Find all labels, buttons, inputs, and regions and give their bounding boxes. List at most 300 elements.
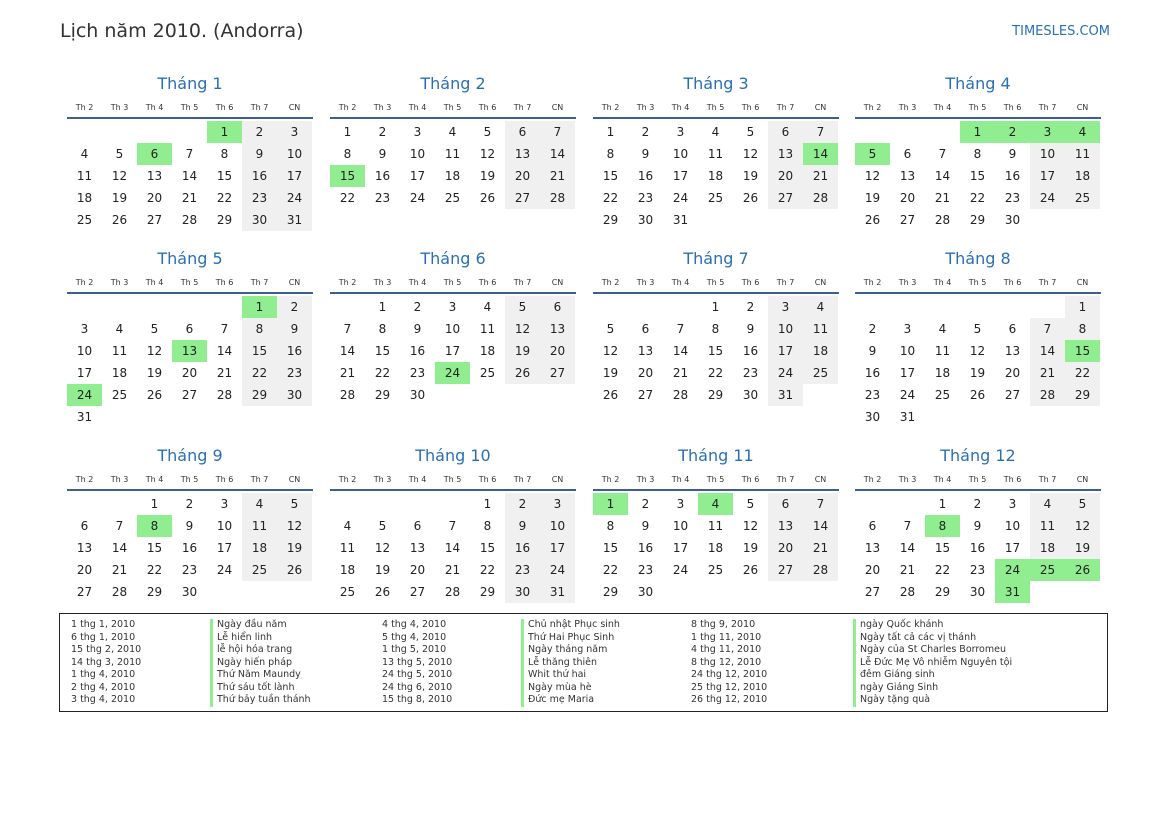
day-cell: 26 — [277, 559, 312, 581]
weekday-header — [67, 277, 313, 289]
legend-date: 1 thg 5, 2010 — [382, 644, 447, 655]
day-cell: 29 — [242, 384, 277, 406]
weekday-label: Th 4 — [145, 278, 164, 287]
week-row — [67, 165, 313, 187]
day-cell: 8 — [973, 147, 982, 161]
weekday-label: CN — [551, 103, 564, 112]
month-8 — [855, 249, 1101, 428]
day-cell: 11 — [934, 344, 951, 358]
weekday-label: Th 6 — [1003, 103, 1022, 112]
empty-cell — [1065, 209, 1100, 231]
weekday-label: Th 7 — [513, 278, 532, 287]
day-cell: 17 — [277, 165, 312, 187]
day-cell: 7 — [220, 322, 229, 336]
weekday-label: Th 2 — [601, 475, 620, 484]
legend-date: 8 thg 12, 2010 — [691, 656, 762, 668]
header-rule — [67, 489, 313, 491]
header-rule — [593, 292, 839, 294]
legend-holiday-name: Ngày mùa hè — [521, 682, 620, 695]
legend-names-col-3 — [853, 619, 1012, 707]
weekday-label: Th 5 — [968, 278, 987, 287]
day-cell: 18 — [444, 169, 461, 183]
day-cell: 28 — [181, 213, 198, 227]
day-cell: 2 — [413, 300, 422, 314]
week-row — [855, 406, 1101, 428]
weekday-label: Th 6 — [215, 103, 234, 112]
month-title: Tháng 11 — [678, 446, 754, 465]
day-cell: 27 — [181, 388, 198, 402]
day-cell: 25 — [479, 366, 496, 380]
day-cell: 25 — [707, 191, 724, 205]
week-row — [855, 143, 1101, 165]
month-title: Tháng 9 — [157, 446, 223, 465]
day-cell: 15 — [374, 344, 391, 358]
day-cell: 14 — [899, 541, 916, 555]
day-cell: 10 — [277, 143, 312, 165]
day-cell: 7 — [676, 322, 685, 336]
weekday-label: Th 5 — [443, 103, 462, 112]
day-cell: 8 — [343, 147, 352, 161]
month-11 — [593, 446, 839, 603]
day-cell: 7 — [540, 121, 575, 143]
day-cell: 17 — [444, 344, 461, 358]
day-cell: 16 — [409, 344, 426, 358]
day-cell: 26 — [969, 388, 986, 402]
day-cell: 6 — [137, 143, 172, 165]
empty-cell — [102, 493, 137, 515]
week-row — [593, 515, 839, 537]
legend-holiday-name: Thứ Hai Phục Sinh — [521, 632, 620, 645]
day-cell: 28 — [111, 585, 128, 599]
header-rule — [855, 489, 1101, 491]
day-cell: 24 — [409, 191, 426, 205]
day-cell: 9 — [641, 147, 650, 161]
week-row — [67, 318, 313, 340]
week-row — [330, 318, 576, 340]
day-cell: 1 — [606, 125, 615, 139]
weekday-header — [67, 474, 313, 486]
day-cell: 24 — [277, 187, 312, 209]
weekday-label: Th 2 — [75, 278, 94, 287]
day-cell: 23 — [969, 563, 986, 577]
day-cell: 13 — [768, 515, 803, 537]
empty-cell — [890, 296, 925, 318]
day-cell: 5 — [746, 125, 755, 139]
month-6 — [330, 249, 576, 406]
day-cell: 27 — [540, 362, 575, 384]
weekday-header — [855, 277, 1101, 289]
day-cell: 3 — [413, 125, 422, 139]
day-cell: 3 — [903, 322, 912, 336]
day-cell: 1 — [242, 296, 277, 318]
day-cell: 30 — [1004, 213, 1021, 227]
day-cell: 15 — [479, 541, 496, 555]
legend-date: 15 thg 2, 2010 — [71, 644, 142, 655]
day-cell: 28 — [899, 585, 916, 599]
empty-cell — [470, 384, 505, 406]
day-cell: 21 — [339, 366, 356, 380]
day-cell: 21 — [444, 563, 461, 577]
day-cell: 5 — [115, 147, 124, 161]
day-cell: 17 — [540, 537, 575, 559]
day-cell: 2 — [641, 125, 650, 139]
day-cell: 1 — [1065, 296, 1100, 318]
empty-cell — [960, 406, 995, 428]
weekday-header — [330, 474, 576, 486]
empty-cell — [698, 581, 733, 603]
week-row — [593, 559, 839, 581]
empty-cell — [137, 296, 172, 318]
day-cell: 1 — [483, 497, 492, 511]
empty-cell — [277, 406, 312, 428]
day-cell: 9 — [505, 515, 540, 537]
empty-cell — [663, 581, 698, 603]
weekday-label: CN — [814, 475, 827, 484]
page-title: Lịch năm 2010. (Andorra) — [60, 20, 304, 42]
legend-holiday-name: Ngày đầu năm — [210, 619, 311, 632]
day-cell: 25 — [76, 213, 93, 227]
legend-date: 1 thg 11, 2010 — [691, 631, 762, 643]
day-cell: 21 — [803, 537, 838, 559]
legend-date: 4 thg 4, 2010 — [382, 619, 447, 630]
day-cell: 18 — [242, 537, 277, 559]
day-cell: 7 — [938, 147, 947, 161]
week-row — [330, 296, 576, 318]
legend-date: 13 thg 5, 2010 — [382, 656, 453, 668]
day-cell: 1 — [207, 121, 242, 143]
empty-cell — [768, 209, 803, 231]
empty-cell — [1030, 209, 1065, 231]
day-cell: 21 — [934, 191, 951, 205]
day-cell: 26 — [742, 563, 759, 577]
legend-date: 25 thg 12, 2010 — [691, 681, 768, 693]
day-cell: 26 — [479, 191, 496, 205]
header-rule — [67, 117, 313, 119]
day-cell: 22 — [339, 191, 356, 205]
weekday-label: Th 3 — [898, 278, 917, 287]
day-cell: 30 — [969, 585, 986, 599]
day-cell: 26 — [1065, 559, 1100, 581]
weekday-label: Th 3 — [110, 278, 129, 287]
day-cell: 19 — [146, 366, 163, 380]
legend-holiday-name: Whit thứ hai — [521, 669, 620, 682]
header-rule — [855, 117, 1101, 119]
legend-dates-col-2 — [382, 619, 452, 707]
empty-cell — [67, 121, 102, 143]
empty-cell — [435, 384, 470, 406]
day-cell: 17 — [1030, 165, 1065, 187]
empty-cell — [67, 296, 102, 318]
day-cell: 4 — [1030, 493, 1065, 515]
day-cell: 11 — [76, 169, 93, 183]
legend-holiday-name: Thứ Năm Maundy — [210, 669, 311, 682]
day-cell: 5 — [1065, 493, 1100, 515]
week-row — [67, 209, 313, 231]
weekday-header — [67, 102, 313, 114]
empty-cell — [102, 296, 137, 318]
day-cell: 7 — [185, 147, 194, 161]
day-cell: 16 — [505, 537, 540, 559]
day-cell: 28 — [444, 585, 461, 599]
day-cell: 6 — [413, 519, 422, 533]
day-cell: 11 — [1030, 515, 1065, 537]
day-cell: 6 — [505, 121, 540, 143]
day-cell: 9 — [242, 143, 277, 165]
day-cell: 16 — [277, 340, 312, 362]
day-cell: 26 — [111, 213, 128, 227]
day-cell: 4 — [242, 493, 277, 515]
day-cell: 7 — [115, 519, 124, 533]
day-cell: 6 — [868, 519, 877, 533]
day-cell: 18 — [707, 541, 724, 555]
empty-cell — [768, 581, 803, 603]
week-row — [855, 559, 1101, 581]
day-cell: 31 — [672, 213, 689, 227]
weekday-label: Th 7 — [513, 103, 532, 112]
week-row — [593, 340, 839, 362]
month-title: Tháng 7 — [683, 249, 749, 268]
day-cell: 30 — [181, 585, 198, 599]
weekday-header — [593, 474, 839, 486]
weekday-label: Th 7 — [1038, 475, 1057, 484]
day-cell: 24 — [67, 384, 102, 406]
day-cell: 14 — [339, 344, 356, 358]
week-row — [593, 362, 839, 384]
day-cell: 13 — [768, 143, 803, 165]
day-cell: 2 — [505, 493, 540, 515]
weekday-label: Th 6 — [741, 278, 760, 287]
day-cell: 27 — [76, 585, 93, 599]
day-cell: 25 — [1030, 559, 1065, 581]
week-row — [330, 143, 576, 165]
week-row — [67, 143, 313, 165]
month-title: Tháng 8 — [945, 249, 1011, 268]
day-cell: 25 — [444, 191, 461, 205]
weekday-label: Th 6 — [741, 475, 760, 484]
weekday-label: Th 5 — [180, 103, 199, 112]
empty-cell — [855, 121, 890, 143]
month-title: Tháng 4 — [945, 74, 1011, 93]
week-row — [593, 318, 839, 340]
day-cell: 11 — [242, 515, 277, 537]
legend-names-col-2 — [521, 619, 620, 707]
day-cell: 14 — [1030, 340, 1065, 362]
week-row — [67, 384, 313, 406]
week-row — [67, 493, 313, 515]
legend-holiday-name: lễ hội hóa trang — [210, 644, 311, 657]
weekday-header — [593, 102, 839, 114]
empty-cell — [172, 406, 207, 428]
week-row — [67, 406, 313, 428]
day-cell: 21 — [1030, 362, 1065, 384]
day-cell: 28 — [540, 187, 575, 209]
day-cell: 11 — [111, 344, 128, 358]
day-cell: 19 — [864, 191, 881, 205]
day-cell: 22 — [969, 191, 986, 205]
week-row — [330, 362, 576, 384]
week-row — [593, 143, 839, 165]
week-row — [593, 493, 839, 515]
day-cell: 10 — [672, 519, 689, 533]
day-cell: 21 — [899, 563, 916, 577]
day-cell: 9 — [378, 147, 387, 161]
day-cell: 4 — [803, 296, 838, 318]
day-cell: 16 — [742, 344, 759, 358]
weekday-label: Th 2 — [601, 103, 620, 112]
day-cell: 8 — [925, 515, 960, 537]
holiday-legend — [59, 613, 1108, 712]
day-cell: 4 — [343, 519, 352, 533]
day-cell: 19 — [374, 563, 391, 577]
day-cell: 12 — [479, 147, 496, 161]
day-cell: 27 — [864, 585, 881, 599]
day-cell: 22 — [374, 366, 391, 380]
day-cell: 29 — [602, 585, 619, 599]
legend-holiday-name: Ngày hiến pháp — [210, 657, 311, 670]
week-row — [67, 515, 313, 537]
day-cell: 22 — [707, 366, 724, 380]
empty-cell — [277, 581, 312, 603]
weekday-label: Th 7 — [776, 278, 795, 287]
day-cell: 23 — [742, 366, 759, 380]
weekday-header — [330, 277, 576, 289]
month-12 — [855, 446, 1101, 603]
legend-date: 26 thg 12, 2010 — [691, 694, 768, 705]
day-cell: 3 — [768, 296, 803, 318]
weekday-label: Th 3 — [110, 103, 129, 112]
day-cell: 12 — [864, 169, 881, 183]
weekday-label: Th 7 — [250, 103, 269, 112]
day-cell: 6 — [1008, 322, 1017, 336]
day-cell: 2 — [378, 125, 387, 139]
week-row — [593, 165, 839, 187]
legend-holiday-name: Ngày tháng năm — [521, 644, 620, 657]
day-cell: 29 — [602, 213, 619, 227]
empty-cell — [172, 121, 207, 143]
day-cell: 10 — [540, 515, 575, 537]
day-cell: 19 — [742, 541, 759, 555]
month-title: Tháng 1 — [157, 74, 223, 93]
day-cell: 14 — [803, 143, 838, 165]
day-cell: 28 — [1030, 384, 1065, 406]
site-link[interactable]: TIMESLES.COM — [1012, 24, 1110, 39]
weekday-label: Th 6 — [1003, 475, 1022, 484]
empty-cell — [207, 296, 242, 318]
day-cell: 4 — [1065, 121, 1100, 143]
day-cell: 31 — [995, 581, 1030, 603]
legend-date: 5 thg 4, 2010 — [382, 631, 447, 643]
week-row — [67, 581, 313, 603]
header-rule — [593, 117, 839, 119]
day-cell: 10 — [768, 318, 803, 340]
month-title: Tháng 3 — [683, 74, 749, 93]
day-cell: 22 — [216, 191, 233, 205]
day-cell: 18 — [76, 191, 93, 205]
day-cell: 14 — [216, 344, 233, 358]
weekday-label: Th 2 — [338, 278, 357, 287]
day-cell: 10 — [216, 519, 233, 533]
weekday-label: Th 5 — [706, 103, 725, 112]
legend-holiday-name: Chủ nhật Phục sinh — [521, 619, 620, 632]
day-cell: 8 — [378, 322, 387, 336]
empty-cell — [733, 209, 768, 231]
day-cell: 6 — [641, 322, 650, 336]
week-row — [593, 209, 839, 231]
day-cell: 26 — [864, 213, 881, 227]
day-cell: 27 — [505, 187, 540, 209]
day-cell: 19 — [742, 169, 759, 183]
day-cell: 20 — [540, 340, 575, 362]
day-cell: 7 — [448, 519, 457, 533]
day-cell: 16 — [864, 366, 881, 380]
month-7 — [593, 249, 839, 406]
day-cell: 27 — [768, 559, 803, 581]
day-cell: 30 — [637, 585, 654, 599]
day-cell: 4 — [698, 493, 733, 515]
day-cell: 29 — [1065, 384, 1100, 406]
day-cell: 28 — [339, 388, 356, 402]
day-cell: 18 — [339, 563, 356, 577]
weekday-label: Th 4 — [933, 103, 952, 112]
day-cell: 17 — [768, 340, 803, 362]
day-cell: 12 — [742, 519, 759, 533]
day-cell: 11 — [803, 318, 838, 340]
week-row — [855, 581, 1101, 603]
empty-cell — [593, 296, 628, 318]
legend-date: 4 thg 11, 2010 — [691, 644, 762, 655]
day-cell: 31 — [899, 410, 916, 424]
legend-date: 15 thg 8, 2010 — [382, 694, 453, 705]
day-cell: 20 — [505, 165, 540, 187]
weekday-label: Th 5 — [968, 475, 987, 484]
legend-date: 6 thg 1, 2010 — [71, 631, 136, 643]
weekday-label: Th 4 — [933, 278, 952, 287]
weekday-label: CN — [1076, 278, 1089, 287]
legend-holiday-name: Lễ Đức Mẹ Vô nhiễm Nguyên tội — [853, 657, 1012, 670]
day-cell: 1 — [378, 300, 387, 314]
empty-cell — [1065, 406, 1100, 428]
weekday-label: Th 2 — [75, 475, 94, 484]
day-cell: 28 — [803, 187, 838, 209]
day-cell: 6 — [768, 121, 803, 143]
day-cell: 31 — [768, 384, 803, 406]
day-cell: 14 — [803, 515, 838, 537]
day-cell: 1 — [150, 497, 159, 511]
weekday-label: Th 2 — [863, 475, 882, 484]
day-cell: 11 — [479, 322, 496, 336]
day-cell: 2 — [746, 300, 755, 314]
weekday-label: Th 5 — [443, 475, 462, 484]
day-cell: 25 — [934, 388, 951, 402]
day-cell: 21 — [111, 563, 128, 577]
weekday-label: Th 6 — [215, 278, 234, 287]
day-cell: 13 — [899, 169, 916, 183]
weekday-label: Th 2 — [863, 103, 882, 112]
day-cell: 13 — [1004, 344, 1021, 358]
empty-cell — [628, 296, 663, 318]
weekday-header — [855, 474, 1101, 486]
empty-cell — [137, 121, 172, 143]
header-rule — [593, 489, 839, 491]
week-row — [330, 187, 576, 209]
weekday-header — [593, 277, 839, 289]
day-cell: 14 — [672, 344, 689, 358]
empty-cell — [890, 493, 925, 515]
weekday-label: Th 6 — [215, 475, 234, 484]
day-cell: 16 — [374, 169, 391, 183]
day-cell: 2 — [277, 296, 312, 318]
weekday-label: Th 2 — [863, 278, 882, 287]
